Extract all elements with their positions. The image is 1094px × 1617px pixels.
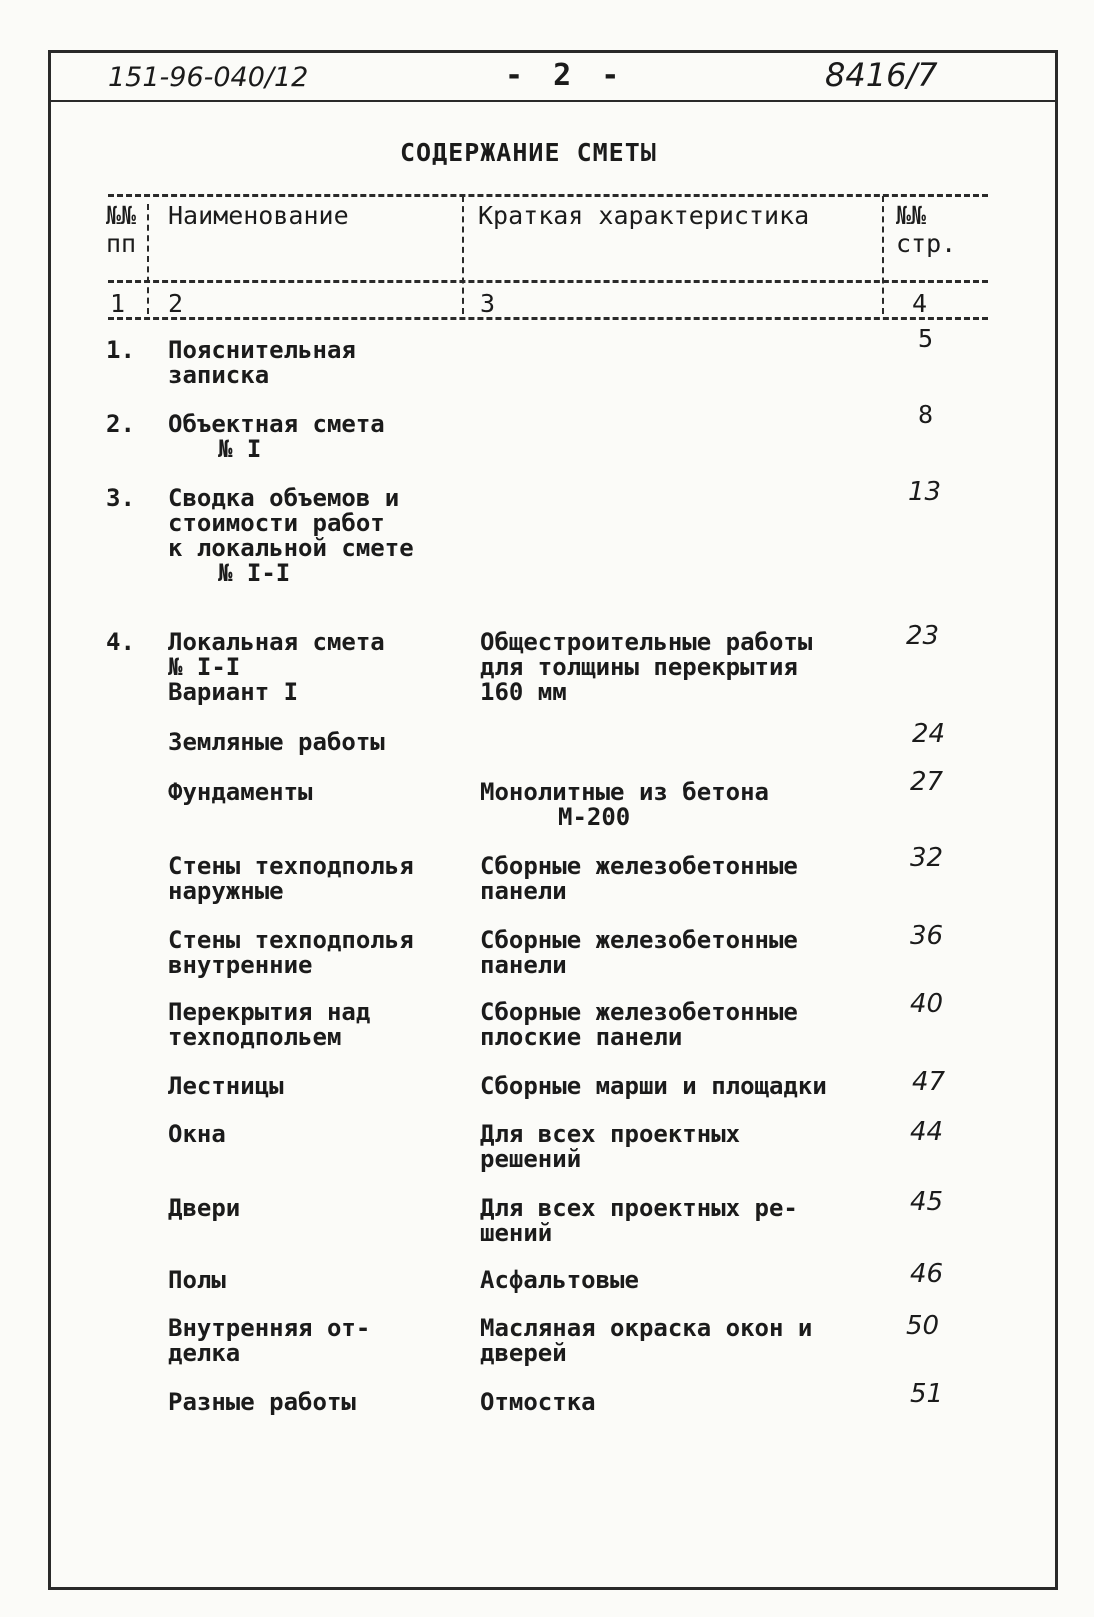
row-name: Двери xyxy=(168,1194,241,1222)
col-header-desc: Краткая характеристика xyxy=(478,201,810,230)
row-name: Локальная смета № I-I Вариант I xyxy=(168,628,385,706)
table-col-divider-3 xyxy=(882,196,884,314)
row-name: Разные работы xyxy=(168,1388,356,1416)
row-page: 47 xyxy=(912,1067,946,1097)
row-name: Фундаменты xyxy=(168,778,313,806)
table-top-rule xyxy=(108,194,988,197)
row-page: 27 xyxy=(910,767,944,797)
col-header-num: №№ пп xyxy=(106,201,137,258)
col-number-3: 3 xyxy=(480,289,496,318)
table-header-rule xyxy=(108,280,988,283)
row-page: 50 xyxy=(906,1311,940,1341)
row-page: 32 xyxy=(910,843,944,873)
page-marker: - 2 - xyxy=(505,58,626,93)
row-page: 8 xyxy=(918,400,934,429)
row-page: 5 xyxy=(918,324,934,353)
col-number-1: 1 xyxy=(110,289,126,318)
row-desc: Сборные железобетонные плоские панели xyxy=(480,998,798,1051)
row-page: 44 xyxy=(910,1117,944,1147)
row-name: Лестницы xyxy=(168,1072,284,1100)
row-name: Перекрытия над техподпольем xyxy=(168,998,371,1051)
row-page: 40 xyxy=(910,989,944,1019)
row-num: 2. xyxy=(106,410,135,438)
row-name: Пояснительная записка xyxy=(168,336,356,389)
table-col-divider-1 xyxy=(147,204,149,314)
row-name: Земляные работы xyxy=(168,728,385,756)
header-divider xyxy=(48,100,1058,102)
row-page: 24 xyxy=(912,719,946,749)
row-desc: Масляная окраска окон и дверей xyxy=(480,1314,813,1367)
row-desc: Сборные железобетонные панели xyxy=(480,852,798,905)
col-header-name: Наименование xyxy=(168,201,349,230)
row-desc: Общестроительные работы для толщины перекрытия 160 мм xyxy=(480,628,813,706)
row-desc: Для всех проектных ре- шений xyxy=(480,1194,798,1247)
row-desc: Для всех проектных решений xyxy=(480,1120,741,1173)
row-page: 45 xyxy=(910,1187,944,1217)
row-name: Стены техподполья наружные xyxy=(168,852,414,905)
row-page: 13 xyxy=(908,477,942,507)
row-num: 3. xyxy=(106,484,135,512)
page-title: СОДЕРЖАНИЕ СМЕТЫ xyxy=(400,138,657,167)
doc-id: 8416/7 xyxy=(825,56,938,94)
row-num: 1. xyxy=(106,336,135,364)
row-num: 4. xyxy=(106,628,135,656)
row-desc: Отмостка xyxy=(480,1388,596,1416)
row-name: Объектная смета № I xyxy=(168,410,385,463)
row-page: 23 xyxy=(906,621,940,651)
row-name: Сводка объемов и стоимости работ к локальной смете № I-I xyxy=(168,484,414,587)
row-name: Внутренняя от- делка xyxy=(168,1314,371,1367)
row-page: 46 xyxy=(910,1259,944,1289)
doc-code: 151-96-040/12 xyxy=(108,62,309,93)
row-desc: Монолитные из бетона М-200 xyxy=(480,778,769,831)
row-name: Стены техподполья внутренние xyxy=(168,926,414,979)
row-page: 36 xyxy=(910,921,944,951)
row-name: Окна xyxy=(168,1120,226,1148)
row-desc: Сборные марши и площадки xyxy=(480,1072,827,1100)
table-numbers-rule xyxy=(108,317,988,320)
table-col-divider-2 xyxy=(462,196,464,314)
row-page: 51 xyxy=(910,1379,944,1409)
col-number-4: 4 xyxy=(912,289,928,318)
row-desc: Асфальтовые xyxy=(480,1266,639,1294)
col-number-2: 2 xyxy=(168,289,184,318)
row-desc: Сборные железобетонные панели xyxy=(480,926,798,979)
col-header-page: №№ стр. xyxy=(896,201,957,258)
row-name: Полы xyxy=(168,1266,226,1294)
